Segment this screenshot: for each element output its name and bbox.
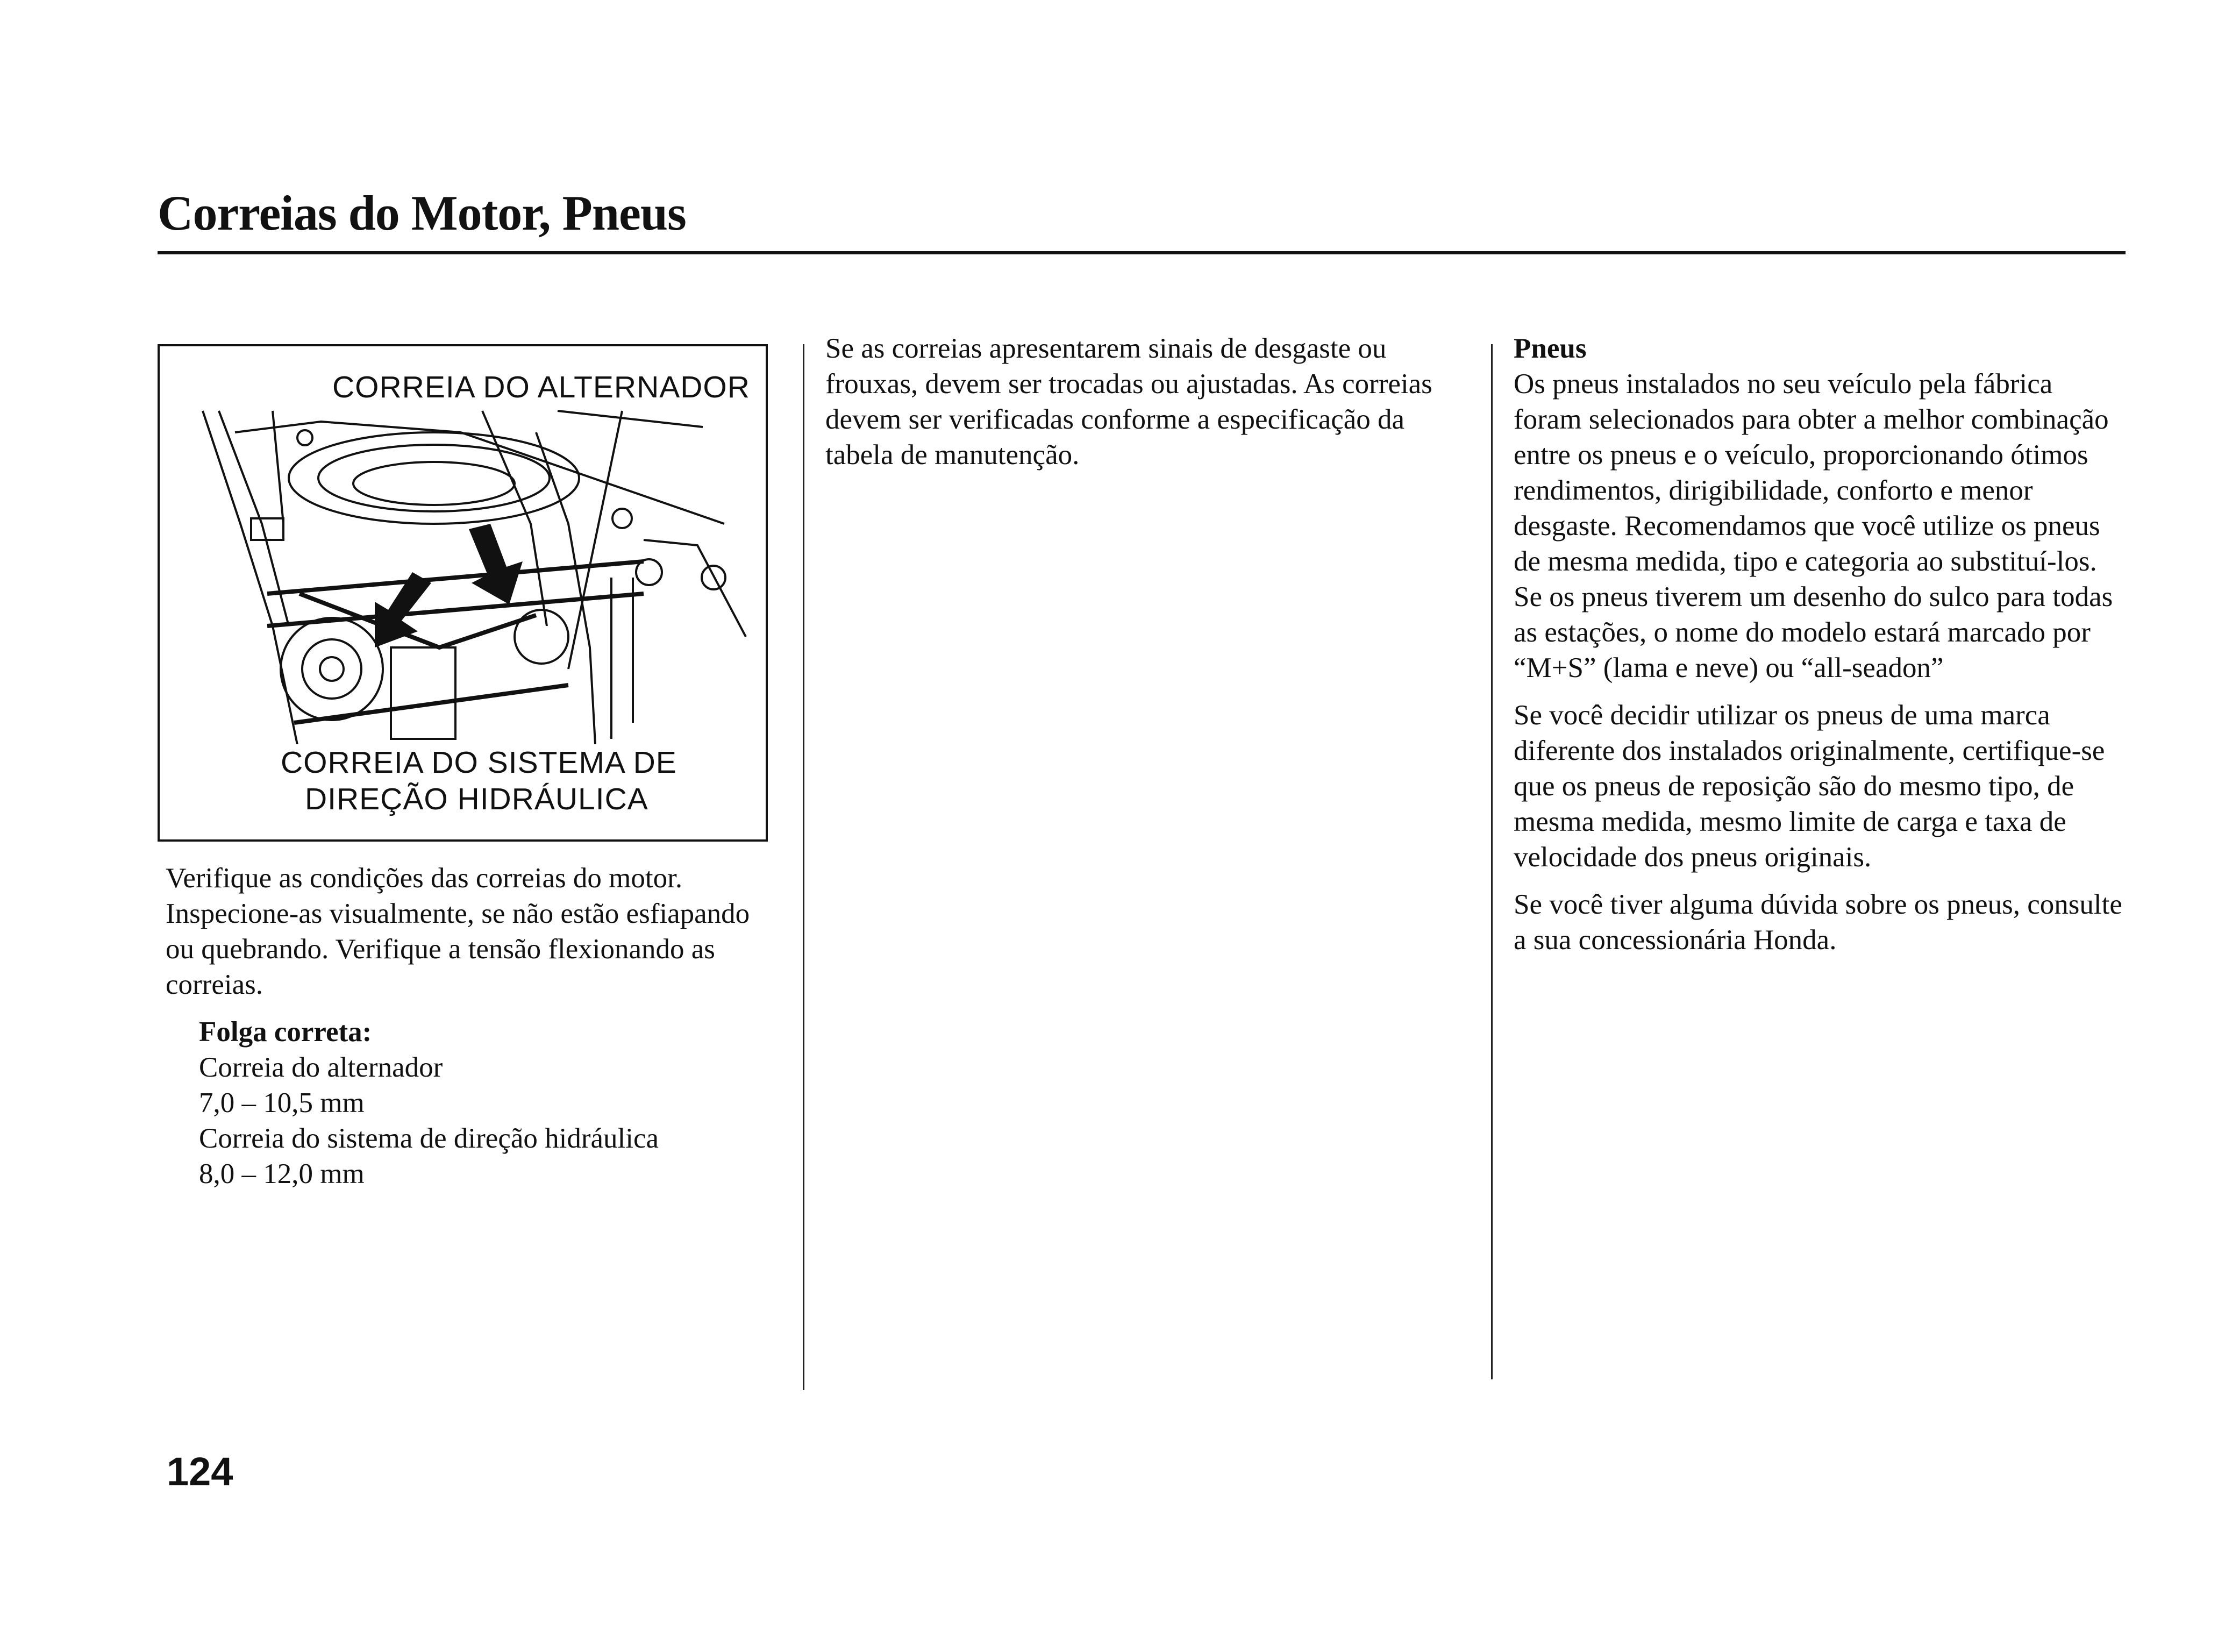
callout-steering-line2: DIREÇÃO HIDRÁULICA [305, 782, 648, 816]
callout-steering-line1: CORREIA DO SISTEMA DE [281, 745, 677, 780]
slack-heading: Folga correta: [199, 1016, 372, 1048]
alternator-belt-value: 7,0 – 10,5 mm [199, 1087, 365, 1119]
alternator-pulley [289, 432, 579, 524]
alternator-belt-label: Correia do alternador [199, 1052, 443, 1083]
tires-heading: Pneus [1514, 333, 1587, 364]
page-title: Correias do Motor, Pneus [158, 186, 686, 240]
belt-replacement-paragraph: Se as correias apresentarem sinais de desgaste ou frouxas, devem ser trocadas ou ajustadas. As correias devem ser verificadas conforme a especificação da tabela de manutenção. [825, 333, 1432, 471]
tires-paragraph-3: Se você tiver alguma dúvida sobre os pneus, consulte a sua concessionária Honda. [1514, 889, 2122, 956]
column-divider-right [1491, 344, 1493, 1379]
page-number: 124 [167, 1449, 233, 1494]
callout-steering-belt [281, 744, 677, 817]
steering-belt-label: Correia do sistema de direção hidráulica [199, 1123, 659, 1154]
title-rule [158, 251, 2126, 254]
slack-spec-block [166, 1014, 779, 1192]
belt-check-column [166, 860, 779, 1192]
tires-column [1514, 331, 2127, 970]
belt-check-intro: Verifique as condições das correias do motor. Inspecione-as visualmente, se não estão esfiapando ou quebrando. Verifique a tensão flexionando as correias. [166, 863, 750, 1000]
column-divider-left [803, 344, 804, 1390]
belt-replacement-column [825, 331, 1479, 485]
arrow-alternator-belt [469, 524, 523, 604]
tires-paragraph-2: Se você decidir utilizar os pneus de uma marca diferente dos instalados originalmente, certifique-se que os pneus de reposição são do mesmo tipo, de mesma medida, mesmo limite de carga e taxa de velocidade dos pneus originais. [1514, 700, 2105, 873]
tires-paragraph-1: Os pneus instalados no seu veículo pela fábrica foram selecionados para obter a melhor combinação entre os pneus e o veículo, proporcionando ótimos rendimentos, dirigibilidade, conforto e menor desgaste. Recomendamos que você utilize os pneus de mesma medida, tipo e categoria ao substituí-los. Se os pneus tiverem um desenho do sulco para todas as estações, o nome do modelo estará marcado por “M+S” (lama e neve) ou “all-seadon” [1514, 368, 2113, 683]
callout-alternator-belt: CORREIA DO ALTERNADOR [329, 369, 753, 405]
steering-belt-value: 8,0 – 12,0 mm [199, 1158, 365, 1190]
engine-belt-figure [158, 344, 768, 842]
